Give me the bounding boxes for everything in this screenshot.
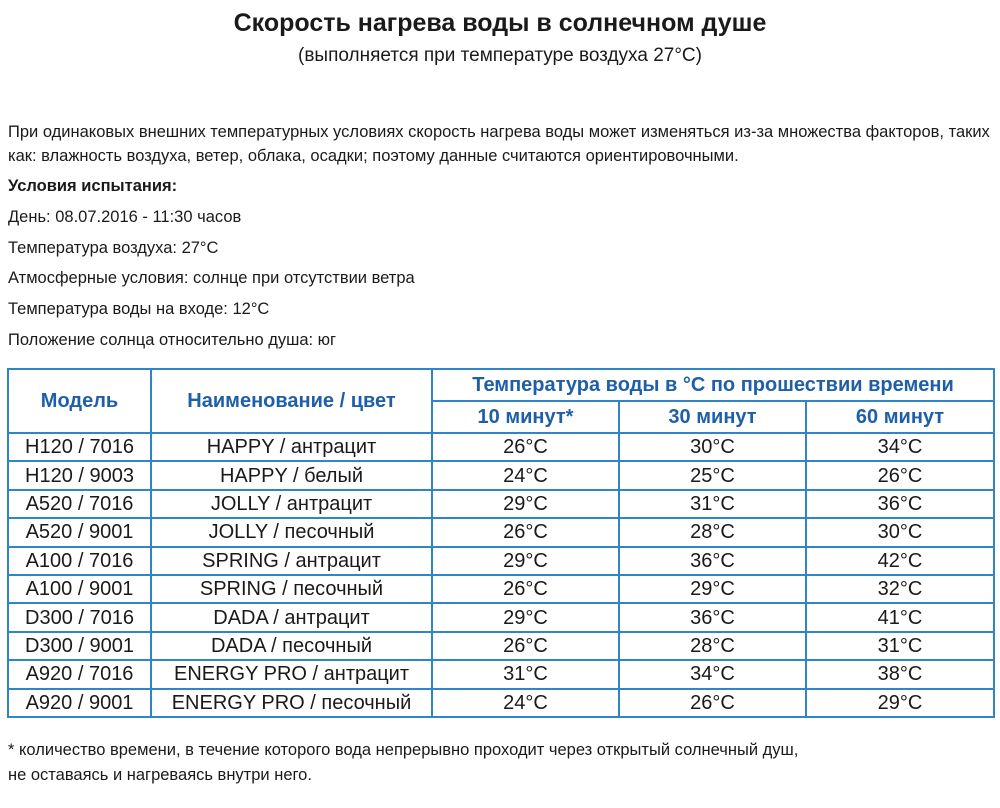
cell-name-color: HAPPY / антрацит [151, 433, 432, 461]
table-row [8, 547, 994, 575]
intro-paragraph: При одинаковых внешних температурных условиях скорость нагрева воды может изменяться из-за множества факторов, таких как: влажность воздуха, ветер, облака, осадки; поэтому данные считаются ориентировочными. [8, 123, 990, 165]
column-header-model: Модель [8, 369, 151, 433]
column-group-header-temperature: Температура воды в °С по прошествии времени [432, 369, 994, 401]
cell-model: H120 / 7016 [8, 433, 151, 461]
cell-name-color: JOLLY / песочный [151, 518, 432, 546]
cell-temp-30-min: 29°С [619, 575, 806, 603]
condition-weather: Атмосферные условия: солнце при отсутствии ветра [8, 269, 415, 287]
cell-temp-10-min: 26°С [432, 518, 619, 546]
cell-temp-30-min: 28°С [619, 632, 806, 660]
cell-temp-60-min: 36°С [806, 490, 994, 518]
cell-temp-30-min: 30°С [619, 433, 806, 461]
cell-temp-30-min: 36°С [619, 547, 806, 575]
cell-temp-30-min: 34°С [619, 660, 806, 688]
cell-model: A520 / 7016 [8, 490, 151, 518]
cell-temp-30-min: 31°С [619, 490, 806, 518]
condition-sun-position: Положение солнца относительно душа: юг [8, 331, 337, 349]
condition-air-temp: Температура воздуха: 27°С [8, 239, 219, 257]
cell-temp-60-min: 31°С [806, 632, 994, 660]
cell-temp-10-min: 29°С [432, 547, 619, 575]
cell-temp-30-min: 36°С [619, 603, 806, 631]
cell-model: A920 / 9001 [8, 689, 151, 717]
page-subtitle: (выполняется при температуре воздуха 27°С) [298, 45, 702, 66]
footnote-line-1: * количество времени, в течение которого вода непрерывно проходит через открытый солнечный душ, [8, 741, 799, 759]
footnote-line-2: не оставаясь и нагреваясь внутри него. [8, 766, 312, 784]
cell-temp-30-min: 25°С [619, 461, 806, 489]
cell-name-color: SPRING / антрацит [151, 547, 432, 575]
cell-temp-60-min: 34°С [806, 433, 994, 461]
cell-model: A100 / 9001 [8, 575, 151, 603]
results-table [7, 368, 995, 718]
cell-name-color: DADA / песочный [151, 632, 432, 660]
cell-model: A920 / 7016 [8, 660, 151, 688]
table-row [8, 603, 994, 631]
cell-temp-60-min: 26°С [806, 461, 994, 489]
cell-name-color: JOLLY / антрацит [151, 490, 432, 518]
column-header-name: Наименование / цвет [151, 369, 432, 433]
cell-model: D300 / 7016 [8, 603, 151, 631]
cell-temp-60-min: 30°С [806, 518, 994, 546]
cell-temp-10-min: 24°С [432, 461, 619, 489]
cell-temp-60-min: 38°С [806, 660, 994, 688]
cell-model: D300 / 9001 [8, 632, 151, 660]
table-row [8, 433, 994, 461]
cell-temp-10-min: 29°С [432, 490, 619, 518]
column-header-10-min: 10 минут* [432, 401, 619, 433]
column-header-60-min: 60 минут [806, 401, 994, 433]
table-row [8, 632, 994, 660]
table-row [8, 518, 994, 546]
table-row [8, 575, 994, 603]
cell-name-color: ENERGY PRO / антрацит [151, 660, 432, 688]
cell-name-color: HAPPY / белый [151, 461, 432, 489]
cell-temp-10-min: 26°С [432, 575, 619, 603]
cell-model: A520 / 9001 [8, 518, 151, 546]
cell-name-color: ENERGY PRO / песочный [151, 689, 432, 717]
cell-temp-30-min: 28°С [619, 518, 806, 546]
column-header-30-min: 30 минут [619, 401, 806, 433]
cell-name-color: SPRING / песочный [151, 575, 432, 603]
table-body [8, 433, 994, 717]
cell-temp-10-min: 24°С [432, 689, 619, 717]
cell-temp-10-min: 26°С [432, 433, 619, 461]
cell-model: H120 / 9003 [8, 461, 151, 489]
table-row [8, 660, 994, 688]
condition-inlet-temp: Температура воды на входе: 12°С [8, 300, 270, 318]
conditions-heading: Условия испытания: [8, 177, 178, 195]
cell-temp-60-min: 42°С [806, 547, 994, 575]
cell-temp-30-min: 26°С [619, 689, 806, 717]
condition-date: День: 08.07.2016 - 11:30 часов [8, 208, 242, 226]
cell-temp-10-min: 31°С [432, 660, 619, 688]
cell-name-color: DADA / антрацит [151, 603, 432, 631]
cell-temp-10-min: 29°С [432, 603, 619, 631]
table-row [8, 461, 994, 489]
cell-temp-60-min: 29°С [806, 689, 994, 717]
cell-model: A100 / 7016 [8, 547, 151, 575]
table-row [8, 689, 994, 717]
footnote [8, 738, 993, 788]
table-row [8, 490, 994, 518]
cell-temp-60-min: 41°С [806, 603, 994, 631]
page-title: Скорость нагрева воды в солнечном душе [233, 9, 767, 37]
cell-temp-60-min: 32°С [806, 575, 994, 603]
cell-temp-10-min: 26°С [432, 632, 619, 660]
